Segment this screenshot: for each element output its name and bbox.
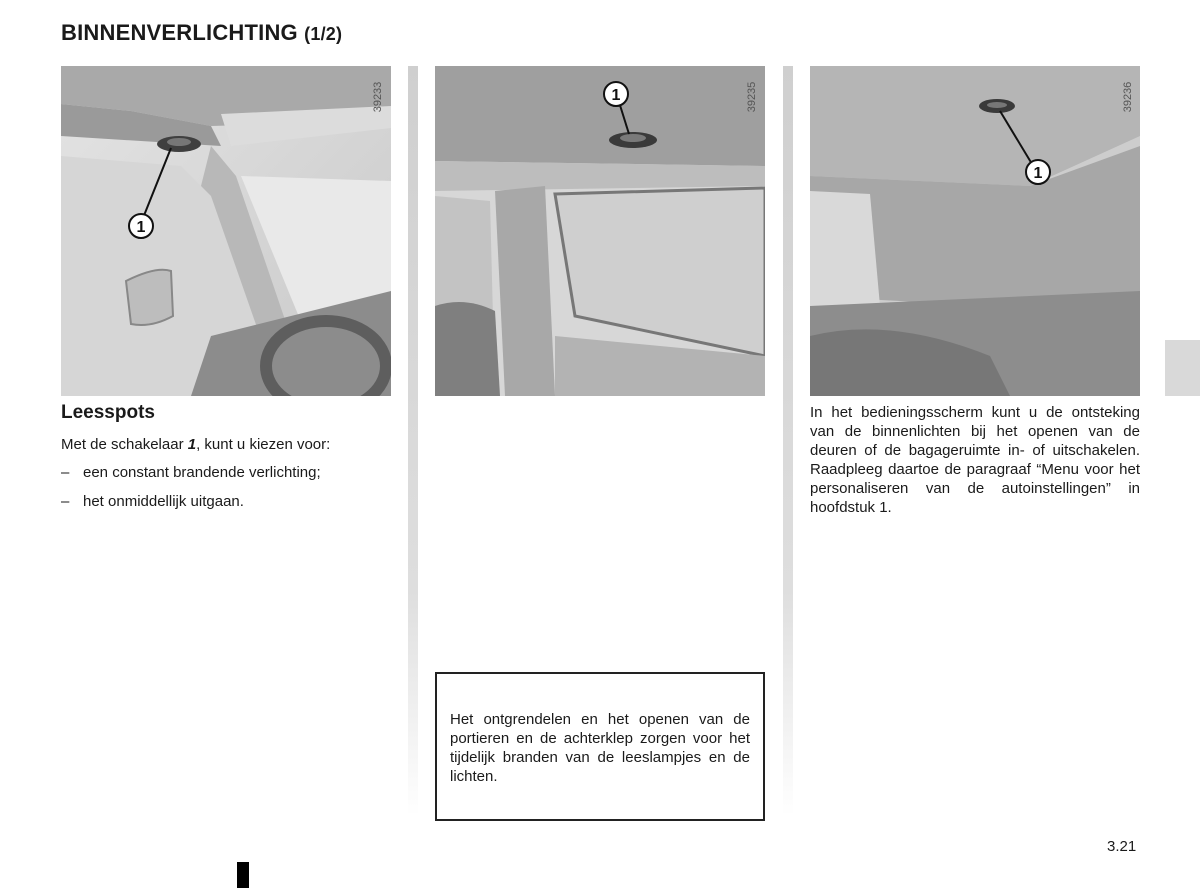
page-number: 3.21 bbox=[1107, 838, 1137, 855]
column-divider-left bbox=[408, 66, 418, 816]
photo-front-reading-light bbox=[61, 66, 391, 396]
column-divider-right bbox=[783, 66, 793, 816]
chapter-tab bbox=[1165, 340, 1200, 396]
callout-number: 1 bbox=[136, 219, 146, 236]
note-box bbox=[435, 672, 765, 821]
list-item: – een constant brandende verlichting; bbox=[61, 464, 321, 481]
section-heading: Leesspots bbox=[61, 402, 155, 423]
callout-number: 1 bbox=[611, 87, 621, 104]
photo-id-label: 39236 bbox=[1122, 81, 1134, 113]
switch-reference: 1 bbox=[187, 436, 197, 453]
photo-id-label: 39233 bbox=[372, 81, 384, 113]
page-title-part: (1/2) bbox=[304, 24, 343, 44]
settings-paragraph: In het bedieningsscherm kunt u de ontsteking van de binnenlichten bij het openen van de deuren of de bagageruimte in- of uitschakelen. Raadpleeg daartoe de paragraaf “Menu voor het personaliseren van de autoinstellingen” in hoofdstuk 1. bbox=[810, 404, 1140, 516]
crop-mark bbox=[237, 862, 249, 888]
page-title bbox=[61, 20, 342, 46]
note-text: Het ontgrendelen en het openen van de portieren en de achterklep zorgen voor het tijdelijk branden van de leeslampjes en de lichten. bbox=[450, 711, 750, 785]
photo-luggage-light bbox=[810, 66, 1140, 396]
callout-number: 1 bbox=[1033, 165, 1043, 182]
options-list bbox=[61, 462, 391, 520]
page-title-main: BINNENVERLICHTING bbox=[61, 20, 298, 45]
list-item: – het onmiddellijk uitgaan. bbox=[61, 493, 244, 510]
photo-rear-reading-light bbox=[435, 66, 765, 396]
photo-id-label: 39235 bbox=[746, 81, 758, 113]
intro-paragraph: Met de schakelaar 1, kunt u kiezen voor: bbox=[61, 436, 331, 453]
